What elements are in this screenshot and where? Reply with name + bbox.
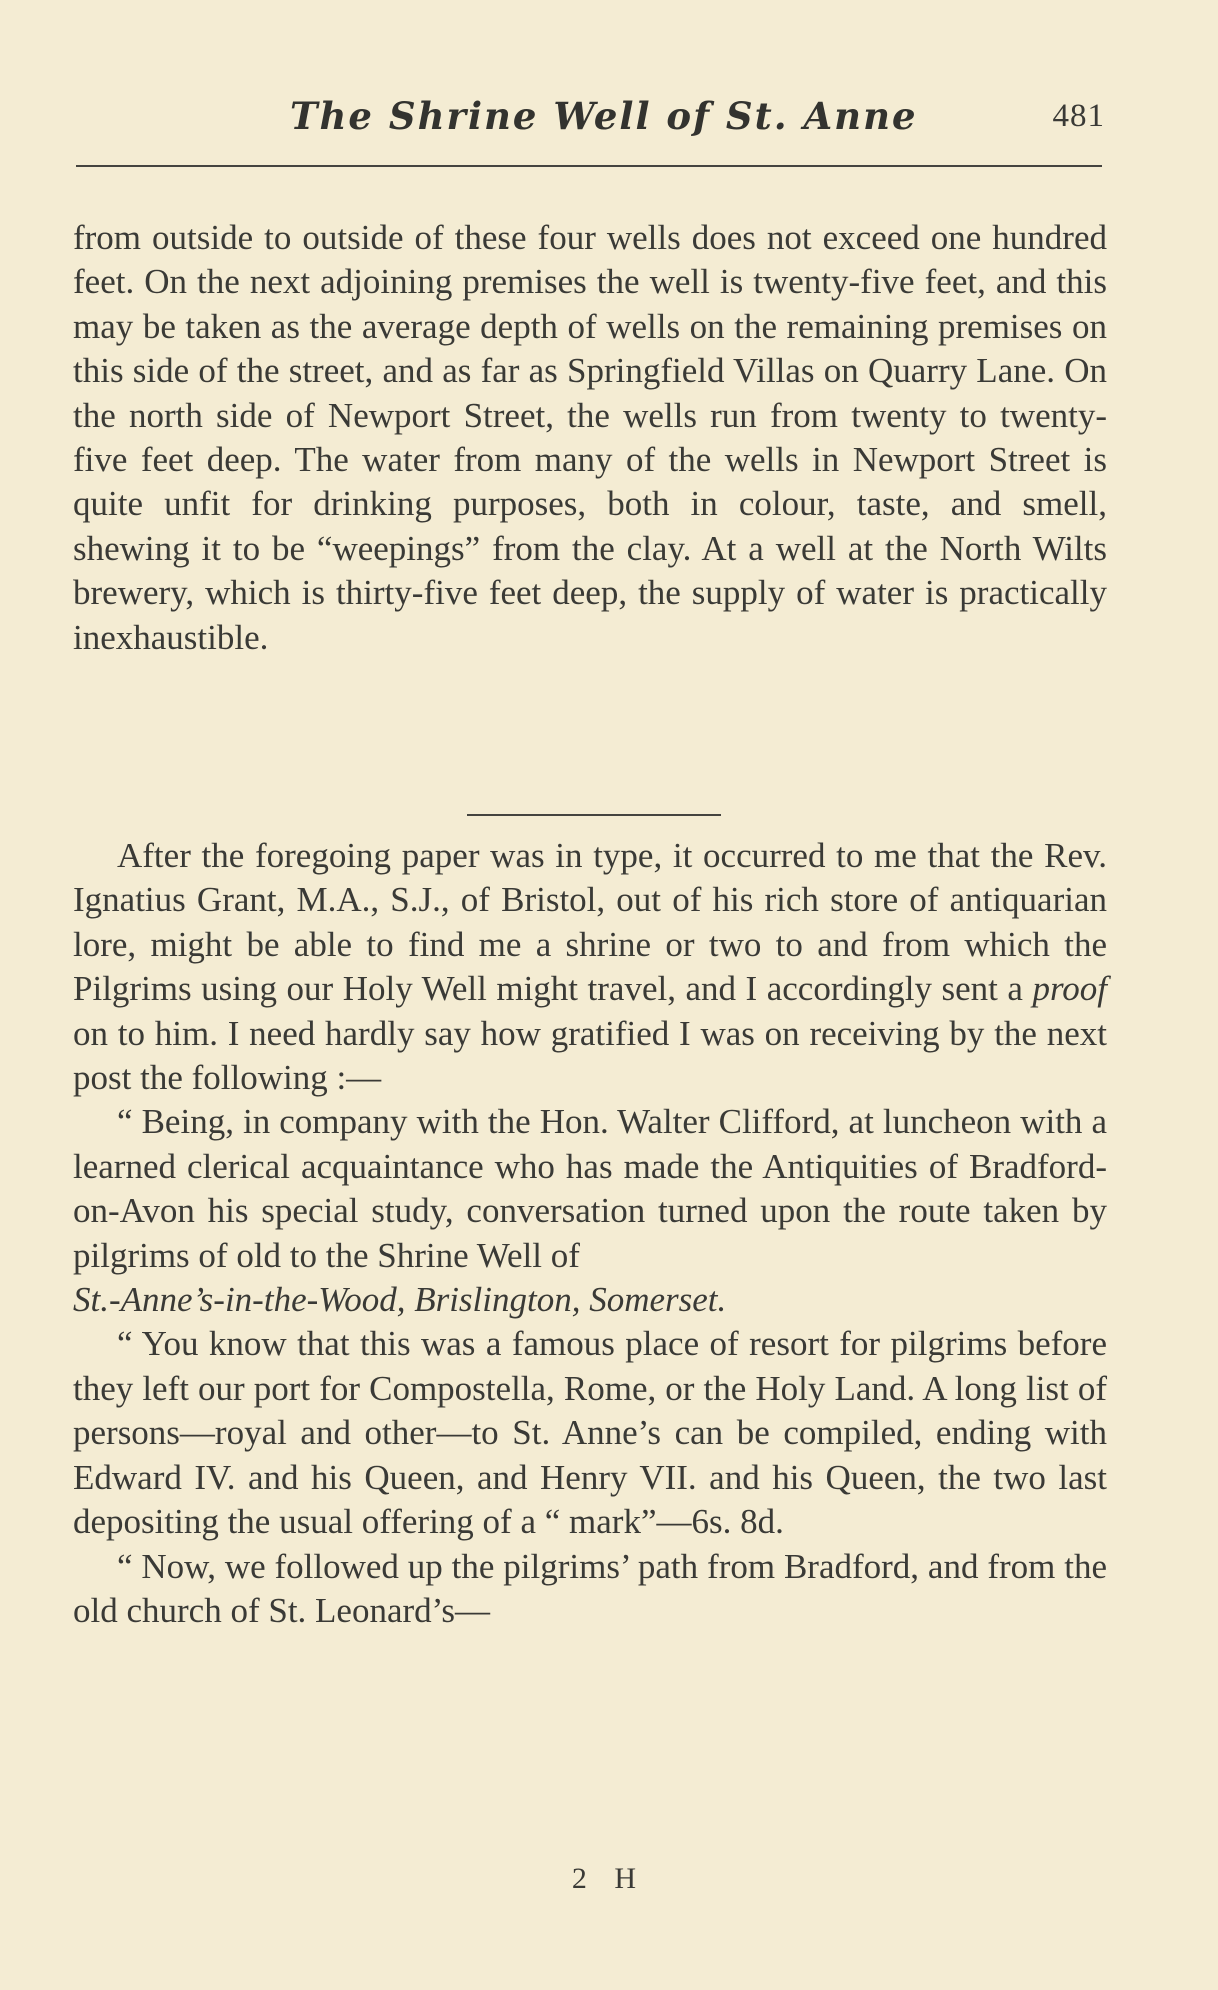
- running-head: [0, 94, 1218, 144]
- paragraph-text-part-2: on to him. I need hardly say how gratified I was on receiving by the next post the following :—: [73, 1013, 1107, 1098]
- section-divider: [467, 814, 721, 816]
- running-title: The Shrine Well of St. Anne: [290, 94, 918, 138]
- paragraph-foregoing-paper: [73, 834, 1107, 1100]
- header-rule: [76, 165, 1102, 167]
- paragraph-pilgrims-path: “ Now, we followed up the pilgrims’ path from Bradford, and from the old church of St. Leonard’s—: [73, 1546, 1107, 1630]
- paragraph-well-depths: from outside to outside of these four wells does not exceed one hundred feet. On the next adjoining premises the well is twenty-five feet, and this may be taken as the average depth of wells on the remaining premises on this side of the street, and as far as Springfield Villas on Quarry Lane. On the north side of Newport Street, the wells run from twenty to twenty-five feet deep. The water from many of the wells in Newport Street is quite unfit for drinking purposes, both in colour, taste, and smell, shewing it to be “weepings” from the clay. At a well at the North Wilts brewery, which is thirty-five feet deep, the supply of water is practically inexhaustible.: [73, 218, 1107, 657]
- paragraph-being-in-company: “ Being, in company with the Hon. Walter Clifford, at luncheon with a learned clerical acquaintance who has made the Antiquities of Bradford-on-Avon his special study, conversation turned upon the route taken by pilgrims of old to the Shrine Well of: [73, 1102, 1107, 1275]
- paragraph-text-part-1: After the foregoing paper was in type, it occurred to me that the Rev. Ignatius Grant, M.A., S.J., of Bristol, out of his rich store of antiquarian lore, might be able to find me a shrine or two to and from which the Pilgrims using our Holy Well might travel, and I accordingly sent a: [73, 836, 1107, 1009]
- page-number: 481: [1052, 98, 1105, 134]
- text-block-well-depths: [73, 216, 1107, 660]
- paragraph-shrine-place: St.-Anne’s-in-the-Wood, Brislington, Somerset.: [73, 1280, 727, 1320]
- paragraph-famous-place: “ You know that this was a famous place of resort for pilgrims before they left our port for Compostella, Rome, or the Holy Land. A long list of persons—royal and other—to St. Anne’s can be compiled, ending with Edward IV. and his Queen, and Henry VII. and his Queen, the two last depositing the usual offering of a “ mark”—6s. 8d.: [73, 1324, 1107, 1542]
- text-block-letter: [73, 834, 1107, 1633]
- signature-mark: 2 H: [571, 1862, 647, 1895]
- proof-italic: proof: [1032, 969, 1107, 1009]
